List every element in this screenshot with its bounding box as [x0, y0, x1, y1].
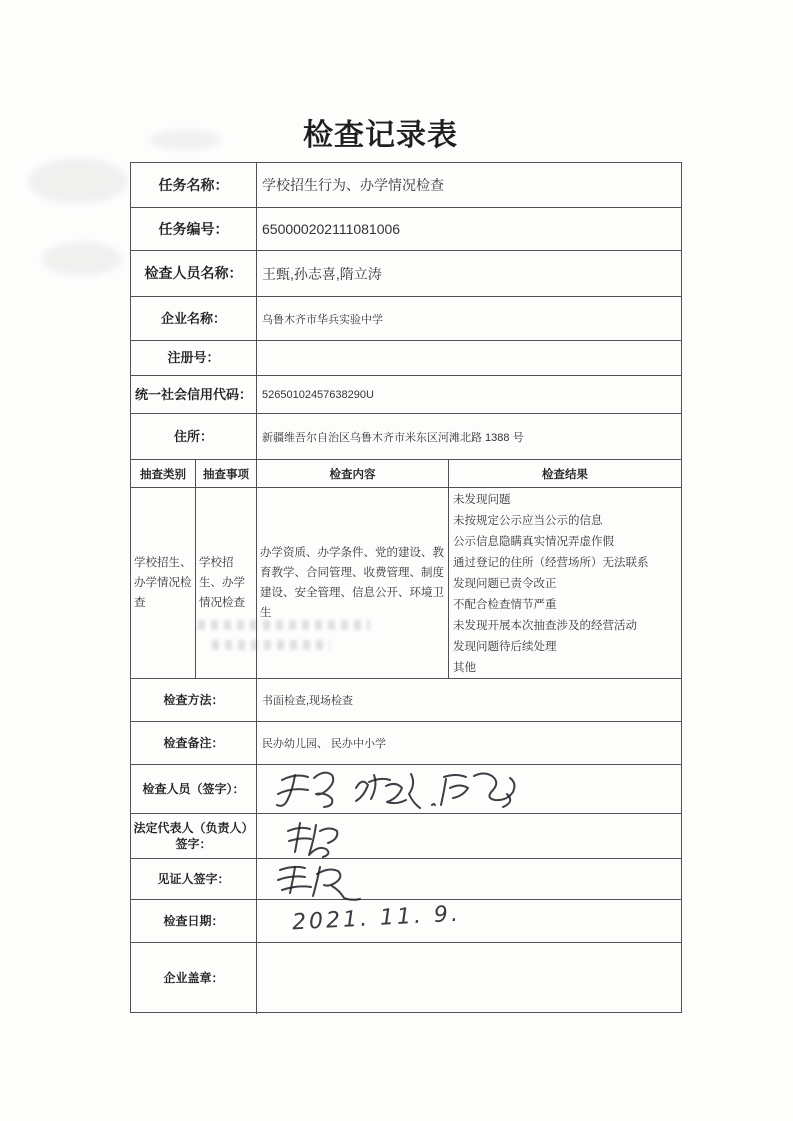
inspector-signatures-area — [257, 765, 681, 813]
bleedthrough-artifact — [198, 620, 370, 630]
table-row-legal-rep-signature — [131, 814, 681, 859]
table-row-inspectors — [131, 251, 681, 297]
inspection-method-label: 检查方法： — [131, 679, 257, 721]
company-name-label: 企业名称： — [131, 297, 257, 340]
spotcheck-header-row — [131, 460, 681, 488]
company-seal-label: 企业盖章： — [131, 943, 257, 1014]
task-name-label: 任务名称： — [131, 163, 257, 207]
company-name-value: 乌鲁木齐市华兵实验中学 — [262, 313, 383, 326]
registration-number-value — [257, 341, 681, 375]
registration-number-label: 注册号： — [131, 341, 257, 375]
witness-signature-area — [257, 859, 681, 899]
inspection-method-value: 书面检查,现场检查 — [262, 695, 354, 707]
inspection-result-list — [449, 488, 681, 678]
table-row-witness-signature — [131, 859, 681, 900]
inspectors-value: 王甄,孙志喜,隋立涛 — [262, 265, 382, 282]
address-label: 住所： — [131, 414, 257, 459]
result-option: 通过登记的住所（经营场所）无法联系 — [453, 557, 649, 569]
result-option: 发现问题已责令改正 — [453, 578, 557, 590]
result-option: 未发现问题 — [453, 494, 511, 506]
inspection-date-label: 检查日期： — [131, 900, 257, 942]
scan-noise — [150, 130, 220, 150]
inspection-content-header: 检查内容 — [257, 460, 449, 487]
table-row-credit-code — [131, 376, 681, 414]
legal-rep-signature-area — [257, 814, 681, 858]
inspection-remark-value: 民办幼儿园、 民办中小学 — [262, 738, 387, 750]
page-title: 检查记录表 — [303, 119, 458, 152]
result-option: 其他 — [453, 662, 476, 674]
company-seal-area — [257, 943, 681, 1014]
result-option: 发现问题待后续处理 — [453, 641, 557, 653]
scan-noise — [28, 158, 128, 204]
inspector-signatures-label: 检查人员（签字）： — [131, 765, 257, 813]
table-row-company-seal — [131, 943, 681, 1014]
table-row-address — [131, 414, 681, 460]
table-row-company-name — [131, 297, 681, 341]
table-row-inspector-signatures — [131, 765, 681, 814]
table-row-registration-number — [131, 341, 681, 376]
witness-signature-label: 见证人签字： — [131, 859, 257, 899]
scan-noise — [42, 242, 122, 276]
result-option: 未发现开展本次抽查涉及的经营活动 — [453, 620, 637, 632]
spotcheck-item-value: 学校招生、办学情况检查 — [196, 488, 257, 678]
inspection-result-header: 检查结果 — [542, 468, 588, 481]
credit-code-value: 52650102457638290U — [262, 388, 374, 401]
inspectors-label: 检查人员名称： — [131, 251, 257, 296]
bleedthrough-artifact — [212, 640, 330, 650]
table-row-task-name — [131, 163, 681, 208]
legal-rep-signature-label: 法定代表人（负责人）签字： — [131, 814, 257, 858]
task-number-label: 任务编号： — [131, 208, 257, 250]
result-option: 未按规定公示应当公示的信息 — [453, 515, 603, 527]
result-option: 公示信息隐瞒真实情况弄虚作假 — [453, 536, 614, 548]
table-row-inspection-method — [131, 679, 681, 722]
address-value: 新疆维吾尔自治区乌鲁木齐市米东区河滩北路 1388 号 — [262, 431, 524, 444]
spotcheck-body-row — [131, 488, 681, 679]
spotcheck-category-header: 抽查类别 — [131, 460, 196, 487]
task-name-value: 学校招生行为、办学情况检查 — [262, 177, 444, 193]
task-number-value: 650000202111081006 — [262, 221, 401, 237]
spotcheck-item-header: 抽查事项 — [196, 460, 257, 487]
result-option: 不配合检查情节严重 — [453, 599, 557, 611]
inspection-form-table — [130, 162, 682, 1013]
inspection-date-handwriting: 2021. 11. 9. — [291, 901, 462, 936]
table-row-inspection-remark — [131, 722, 681, 765]
credit-code-label: 统一社会信用代码： — [131, 376, 257, 413]
spotcheck-category-value: 学校招生、办学情况检查 — [131, 488, 196, 678]
inspection-content-value: 办学资质、办学条件、党的建设、教育教学、合同管理、收费管理、制度建设、安全管理、信息公开、环境卫生 — [257, 488, 449, 678]
inspection-remark-label: 检查备注： — [131, 722, 257, 764]
table-row-task-number — [131, 208, 681, 251]
